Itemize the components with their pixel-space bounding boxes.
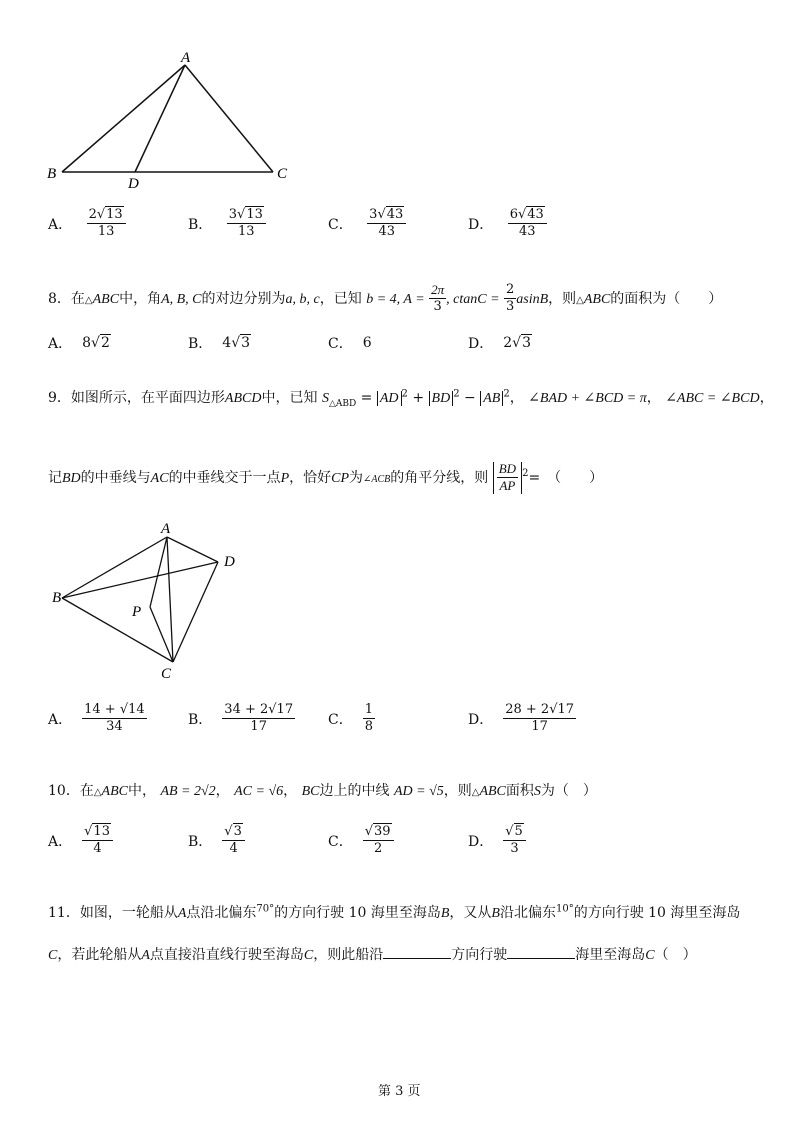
q9-option-b[interactable]: B． $\frac{34 + 2√17}{17}$	[188, 702, 294, 735]
vertex-label-c: C	[161, 666, 172, 682]
page-number: 第 3 页	[378, 1084, 421, 1099]
q8-option-c[interactable]: C． 6	[328, 335, 372, 352]
vertex-label-c: C	[277, 166, 288, 182]
q10-option-b[interactable]: B． $\frac{√3}{4}$	[188, 825, 245, 857]
question-8-stem: 8．在△ABC中，角A, B, C的对边分别为a, b, c，已知 b = 4, A = $\frac{2\pi}{3}$ , ctanC = $\frac{2}{3}$ asinB，则△ABC的面积为（ ）	[48, 282, 723, 315]
q7-option-a[interactable]: A． $\frac{2√13}{13}$	[48, 208, 126, 240]
quadrilateral-figure	[40, 520, 260, 690]
q9-option-d[interactable]: D． $\frac{28 + 2√17}{17}$	[468, 702, 575, 735]
question-11-stem-line2: C，若此轮船从A点直接沿直线行驶至海岛C，则此船沿 方向行驶 海里至海岛C（ ）	[48, 947, 697, 963]
q7-option-c[interactable]: C． $\frac{3√43}{43}$	[328, 208, 406, 240]
q8-option-a[interactable]: A． 8√2	[48, 335, 110, 352]
q8-option-d[interactable]: D． 2√3	[468, 335, 531, 352]
q8-option-b[interactable]: B． 4√3	[188, 335, 251, 352]
q10-option-c[interactable]: C． $\frac{√39}{2}$	[328, 825, 394, 857]
answer-blank-direction[interactable]	[383, 946, 451, 959]
q9-option-c[interactable]: C． $\frac{1}{8}$	[328, 702, 373, 735]
vertex-label-b: B	[47, 166, 57, 182]
question-11-stem-line1: 11．如图，一轮船从A点沿北偏东$^{70^\circ}$的方向行驶 10 海里至海岛B，又从B沿北偏东$^{10^\circ}$的方向行驶 10 海里至海岛	[48, 903, 741, 921]
triangle-figure	[40, 45, 300, 195]
question-10-stem: 10．在△ABC中， AB = 2√2， AC = √6， BC边上的中线 AD = √5，则△ABC面积S为（ ）	[48, 783, 597, 799]
vertex-label-a: A	[161, 521, 171, 537]
question-9-stem-line2: 记BD的中垂线与AC的中垂线交于一点P，恰好CP为∠ACB的角平分线，则 $\frac{BD}{AP}$ $^2$= （ ）	[48, 461, 604, 494]
q10-option-a[interactable]: A． $\frac{√13}{4}$	[48, 825, 113, 857]
q7-option-d[interactable]: D． $\frac{6√43}{43}$	[468, 208, 547, 240]
point-label-p: P	[132, 604, 142, 620]
vertex-label-a: A	[181, 50, 191, 66]
vertex-label-d: D	[224, 554, 235, 570]
vertex-label-b: B	[52, 590, 62, 606]
q7-option-b[interactable]: B． $\frac{3√13}{13}$	[188, 208, 266, 240]
answer-blank-distance[interactable]	[507, 946, 575, 959]
q10-option-d[interactable]: D． $\frac{√5}{3}$	[468, 825, 526, 857]
q9-option-a[interactable]: A． $\frac{14 + √14}{34}$	[48, 702, 145, 735]
vertex-label-d: D	[128, 176, 139, 192]
question-9-stem-line1: 9．如图所示，在平面四边形ABCD中，已知 $S_{\triangle ABD}$ = AD $^2$ + BD $^2$ − AB $^2$， ∠BAD + ∠BCD = π， ∠ABC = ∠BCD，	[48, 388, 774, 409]
